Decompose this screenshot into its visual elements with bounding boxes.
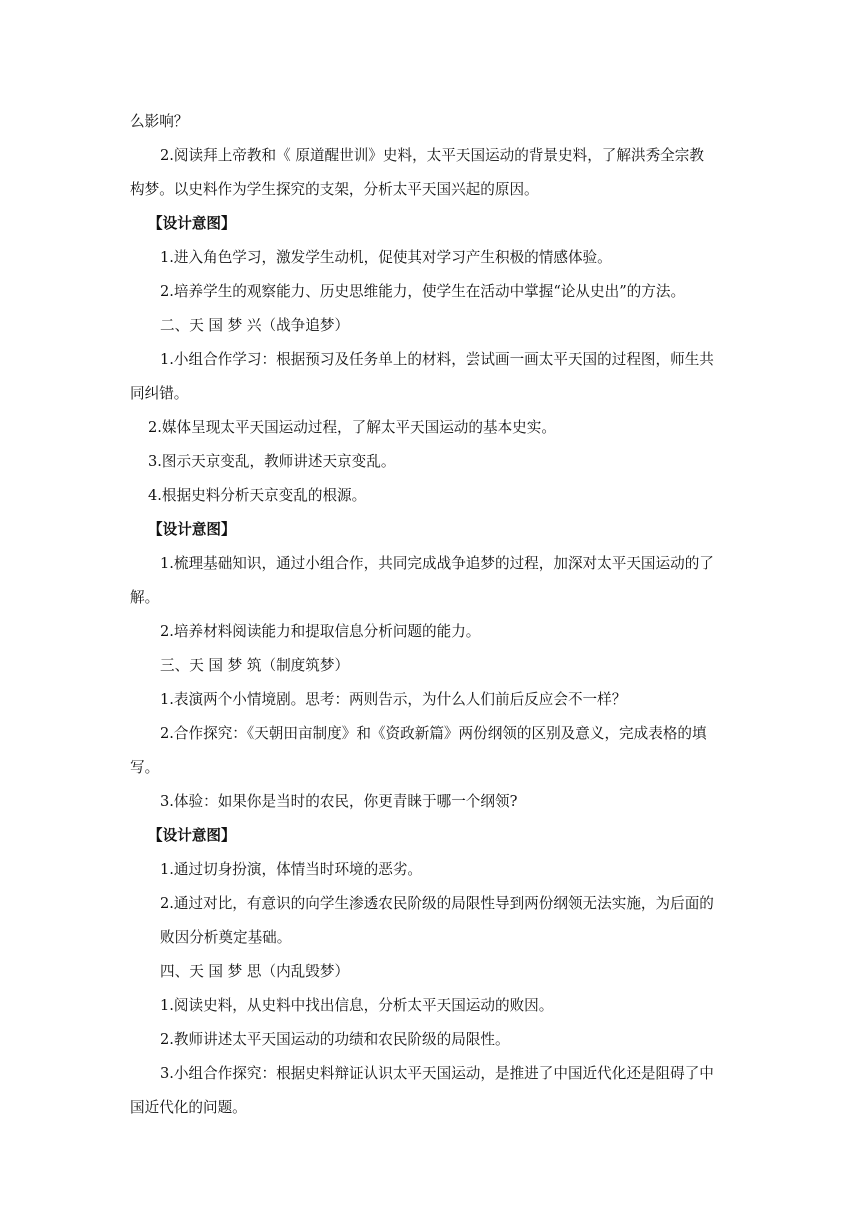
text-line: 1.进入角色学习，激发学生动机，促使其对学习产生积极的情感体验。 xyxy=(160,249,612,266)
section-heading: 【设计意图】 xyxy=(148,521,236,538)
text-line: 国近代化的问题。 xyxy=(130,1099,247,1116)
text-line: 2.阅读拜上帝教和《 原道醒世训》史料，太平天国运动的背景史料，了解洪秀全宗教 xyxy=(160,147,704,164)
text-line: 2.培养学生的观察能力、历史思维能力，使学生在活动中掌握“论从史出”的方法。 xyxy=(160,283,686,300)
section-heading: 【设计意图】 xyxy=(148,827,236,844)
text-line: 构梦。以史料作为学生探究的支架，分析太平天国兴起的原因。 xyxy=(130,181,539,198)
text-line: 3.体验：如果你是当时的农民，你更青睐于哪一个纲领? xyxy=(160,793,518,810)
section-title: 四、天 国 梦 思（内乱毁梦） xyxy=(160,963,350,980)
text-line: 败因分析奠定基础。 xyxy=(160,929,292,946)
text-line: 么影响？ xyxy=(130,113,189,130)
section-title: 三、天 国 梦 筑（制度筑梦） xyxy=(160,657,350,674)
text-line: 4.根据史料分析天京变乱的根源。 xyxy=(148,487,367,504)
text-line: 1.通过切身扮演，体情当时环境的恶劣。 xyxy=(160,861,423,878)
text-line: 2.合作探究：《天朝田亩制度》和《资政新篇》两份纲领的区别及意义，完成表格的填 xyxy=(160,725,707,742)
text-line: 1.小组合作学习：根据预习及任务单上的材料，尝试画一画太平天国的过程图，师生共 xyxy=(160,351,714,368)
text-line: 同纠错。 xyxy=(130,385,189,402)
text-line: 3.图示天京变乱，教师讲述天京变乱。 xyxy=(148,453,396,470)
text-line: 1.表演两个小情境剧。思考：两则告示，为什么人们前后反应会不一样？ xyxy=(160,691,627,708)
text-line: 2.培养材料阅读能力和提取信息分析问题的能力。 xyxy=(160,623,481,640)
text-line: 1.阅读史料，从史料中找出信息，分析太平天国运动的败因。 xyxy=(160,997,554,1014)
text-line: 解。 xyxy=(130,589,160,606)
text-line: 2.媒体呈现太平天国运动过程，了解太平天国运动的基本史实。 xyxy=(148,419,556,436)
text-line: 3.小组合作探究：根据史料辩证认识太平天国运动，是推进了中国近代化还是阻碍了中 xyxy=(160,1065,714,1082)
section-heading: 【设计意图】 xyxy=(148,215,236,232)
text-line: 写。 xyxy=(130,759,160,776)
text-line: 2.教师讲述太平天国运动的功绩和农民阶级的局限性。 xyxy=(160,1031,510,1048)
text-line: 2.通过对比，有意识的向学生渗透农民阶级的局限性导到两份纲领无法实施，为后面的 xyxy=(160,895,714,912)
text-line: 1.梳理基础知识，通过小组合作，共同完成战争追梦的过程，加深对太平天国运动的了 xyxy=(160,555,714,572)
section-title: 二、天 国 梦 兴（战争追梦） xyxy=(160,317,350,334)
